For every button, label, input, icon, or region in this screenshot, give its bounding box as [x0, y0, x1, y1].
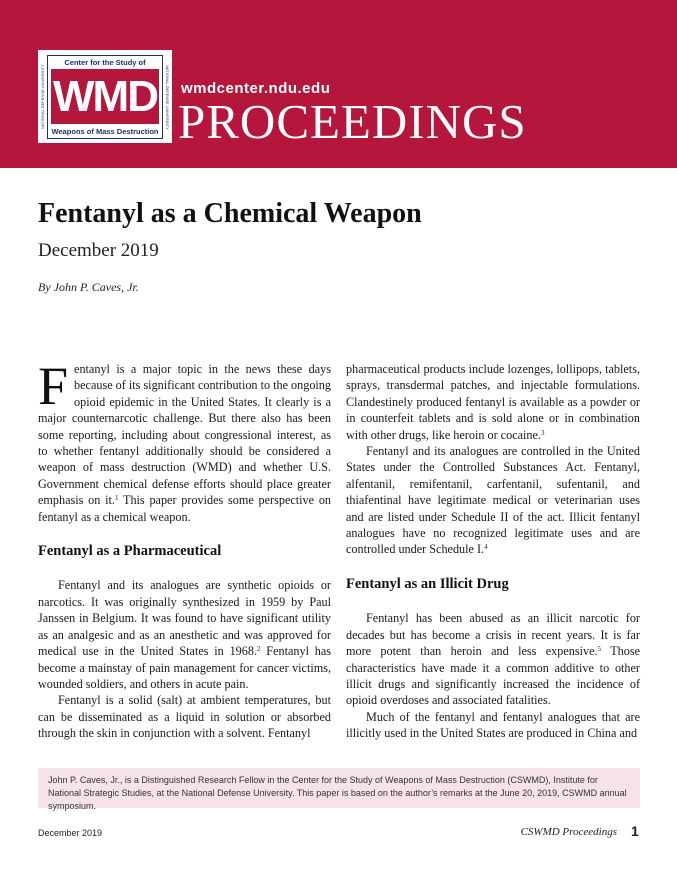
- cswmd-logo: [38, 50, 172, 143]
- footnote-ref-5[interactable]: 5: [597, 645, 602, 654]
- paragraph-controlled-substances: [346, 443, 640, 558]
- footnote-ref-2[interactable]: 2: [257, 645, 261, 654]
- intro-text: entanyl is a major topic in the news these days because of its significant contribution to the ongoing opioid epidemic in the United States. It clearly is a major counternarcotic challenge. But there also has been some reporting, including about congressional interest, as to whether fentanyl additionally should be considered a weapon of mass destruction (WMD) and whether U.S. Government chemical defense efforts should place greater emphasis on it.: [38, 362, 331, 508]
- logo-side-text-left: NATIONAL DEFENSE UNIVERSITY: [40, 64, 45, 130]
- series-title: PROCEEDINGS: [178, 94, 527, 149]
- site-url[interactable]: wmdcenter.ndu.edu: [181, 80, 331, 97]
- header-banner: [0, 0, 677, 168]
- page-title: Fentanyl as a Chemical Weapon: [38, 198, 422, 229]
- paragraph-illicit-1: [346, 610, 640, 708]
- footer-date: December 2019: [38, 828, 103, 838]
- paragraph-pharmaceutical-2: Fentanyl is a solid (salt) at ambient temperatures, but can be disseminated as a liquid in solution or absorbed through the skin in conjunction with a solvent. Fentanyl: [38, 693, 331, 741]
- logo-side-text-right: NATIONAL DEFENSE UNIVERSITY: [165, 64, 170, 130]
- footnote-ref-4[interactable]: 4: [484, 543, 488, 552]
- author-note: John P. Caves, Jr., is a Distinguished Research Fellow in the Center for the Study of Weapons of Mass Destruction (CSWMD), Institute for National Strategic Studies, at the National Defense University. This paper is based on the author’s remarks at the June 20, 2019, CSWMD annual symposium.: [38, 768, 640, 808]
- drop-cap: F: [38, 356, 69, 416]
- intro-text-end: This paper provides some perspective on fentanyl as a chemical weapon.: [38, 493, 332, 524]
- paragraph-text: Fentanyl has been abused as an illicit narcotic for decades but has become a crisis in recent years. It is far more potent than heroin and less expensive.: [346, 611, 640, 659]
- intro-paragraph: [38, 356, 332, 525]
- page-number: 1: [631, 823, 639, 839]
- paragraph-text-end: Those characteristics have made it a common additive to other illicit drugs and significantly increased the incidence of opioid overdoses and associated fatalities.: [346, 644, 640, 708]
- logo-wmd-mark: WMD: [51, 69, 159, 124]
- footer-publication: CSWMD Proceedings: [520, 826, 617, 838]
- publication-date: December 2019: [38, 240, 159, 261]
- footnote-ref-3[interactable]: 3: [540, 428, 545, 437]
- paragraph-continued: [346, 361, 640, 443]
- logo-bottom-text: Weapons of Mass Destruction: [51, 127, 159, 136]
- section-heading-pharmaceutical: Fentanyl as a Pharmaceutical: [38, 543, 222, 560]
- footnote-ref-1[interactable]: 1: [114, 494, 119, 503]
- byline: By John P. Caves, Jr.: [38, 280, 139, 294]
- paragraph-illicit-2: Much of the fentanyl and fentanyl analogues that are illicitly used in the United States are produced in China and: [346, 709, 640, 741]
- column-right: [346, 361, 640, 742]
- column-left: [38, 356, 332, 742]
- section-heading-illicit-drug: Fentanyl as an Illicit Drug: [346, 575, 509, 592]
- paragraph-text-end: Fentanyl has become a mainstay of pain management for cancer victims, wounded soldiers, and others in acute pain.: [38, 644, 332, 691]
- paragraph-text: Fentanyl and its analogues are controlled in the United States under the Controlled Substances Act. Fentanyl, alfentanil, remifentanil, carfentanil, sufentanil, and thiafentinal have legitimate medical or veterinarian uses and are listed under Schedule II of the act. Illicit fentanyl analogues have no recognized legitimate uses and are controlled under Schedule I.: [346, 444, 640, 557]
- logo-frame: [47, 55, 163, 139]
- paragraph-pharmaceutical-1: [38, 577, 331, 692]
- paragraph-text: Fentanyl and its analogues are synthetic opioids or narcotics. It was originally synthesized in 1959 by Paul Janssen in Belgium. It was found to have significant utility as an analgesic and as an anesthetic and was approved for medical use in the United States in 1968.: [38, 578, 331, 659]
- logo-top-text: Center for the Study of: [64, 58, 146, 67]
- paragraph-text: pharmaceutical products include lozenges, lollipops, tablets, sprays, transdermal patches, and injectable formulations. Clandestinely produced fentanyl is available as a powder or in counterfeit tablets and is sold alone or in combination with other drugs, like heroin or cocaine.: [346, 362, 640, 442]
